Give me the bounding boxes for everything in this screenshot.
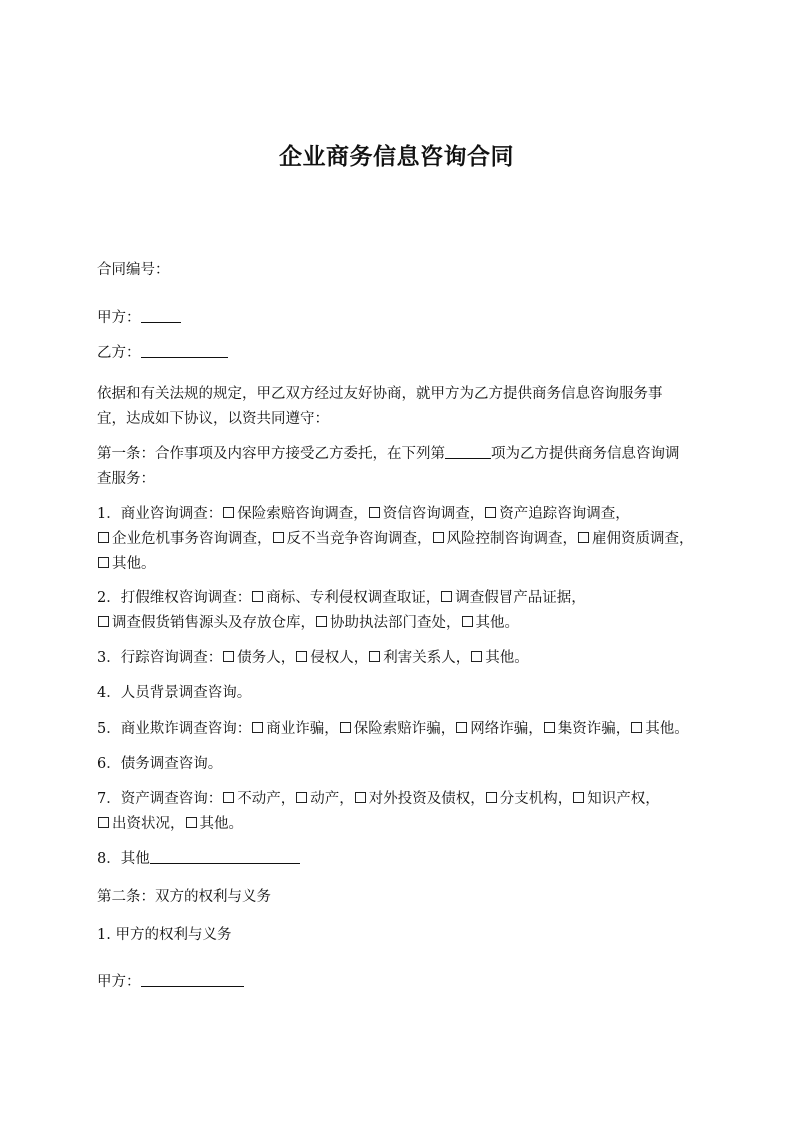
party-a-blank xyxy=(141,308,181,323)
party-b-blank xyxy=(141,343,228,358)
document-title: 企业商务信息咨询合同 xyxy=(279,144,514,170)
option-label: 商业诈骗， xyxy=(266,721,339,737)
service-option xyxy=(543,721,631,737)
service-option xyxy=(97,531,272,547)
service-item-number: 1． xyxy=(97,506,121,522)
service-option xyxy=(295,650,368,666)
option-checkbox[interactable] xyxy=(433,532,444,543)
option-label: 雇佣资质调查， xyxy=(592,531,694,547)
option-label: 反不当竞争咨询调查， xyxy=(286,531,432,547)
service-item-number: 7． xyxy=(97,791,121,807)
option-checkbox[interactable] xyxy=(485,507,496,518)
option-label: 不动产， xyxy=(237,791,296,807)
service-option xyxy=(368,650,470,666)
party-a-signature-blank xyxy=(141,972,244,987)
option-label: 保险索赔诈骗， xyxy=(353,721,456,737)
party-b-label: 乙方： xyxy=(97,345,141,361)
service-option xyxy=(97,556,156,572)
option-label: 分支机构， xyxy=(499,791,573,807)
service-option xyxy=(432,531,578,547)
option-checkbox[interactable] xyxy=(223,651,234,662)
service-option xyxy=(222,791,295,807)
option-checkbox[interactable] xyxy=(223,507,234,518)
option-checkbox[interactable] xyxy=(340,722,351,733)
service-item xyxy=(97,752,697,777)
option-checkbox[interactable] xyxy=(296,651,307,662)
service-option xyxy=(97,816,185,832)
service-item-number: 4． xyxy=(97,685,121,701)
service-item xyxy=(97,787,697,837)
option-label: 风险控制咨询调查， xyxy=(446,531,577,547)
service-option xyxy=(222,650,295,666)
service-item-title: 打假维权咨询调查： xyxy=(120,590,252,606)
service-item-title: 商业欺诈调查咨询： xyxy=(120,721,252,737)
option-label: 其他。 xyxy=(199,816,243,832)
option-label: 利害关系人， xyxy=(383,650,471,666)
service-option xyxy=(185,816,244,832)
article-one xyxy=(97,442,689,492)
service-option xyxy=(354,791,485,807)
service-item-title: 人员背景调查咨询。 xyxy=(120,685,252,701)
option-label: 其他。 xyxy=(475,615,519,631)
option-label: 资产追踪咨询调查， xyxy=(499,506,630,522)
option-checkbox[interactable] xyxy=(98,817,109,828)
service-option xyxy=(339,721,456,737)
option-label: 其他。 xyxy=(645,721,689,737)
option-checkbox[interactable] xyxy=(98,616,109,627)
service-item-title: 债务调查咨询。 xyxy=(120,756,223,772)
option-checkbox[interactable] xyxy=(573,792,584,803)
service-item-title: 资产调查咨询： xyxy=(120,791,223,807)
service-option xyxy=(485,791,573,807)
service-option xyxy=(470,650,529,666)
service-option xyxy=(368,506,485,522)
service-item xyxy=(97,847,697,872)
service-item xyxy=(97,586,697,636)
option-checkbox[interactable] xyxy=(316,616,327,627)
option-label: 保险索赔咨询调查， xyxy=(237,506,368,522)
option-label: 资信咨询调查， xyxy=(382,506,485,522)
service-item-number: 6． xyxy=(97,756,121,772)
party-a-signature-line xyxy=(97,970,697,995)
option-label: 出资状况， xyxy=(112,816,185,832)
option-checkbox[interactable] xyxy=(462,616,473,627)
option-checkbox[interactable] xyxy=(441,591,452,602)
article-one-blank xyxy=(445,444,491,459)
option-checkbox[interactable] xyxy=(98,532,109,543)
option-label: 其他。 xyxy=(485,650,529,666)
service-option xyxy=(440,590,586,606)
party-a-label-2: 甲方： xyxy=(97,974,141,990)
option-checkbox[interactable] xyxy=(369,651,380,662)
service-option xyxy=(251,721,339,737)
option-label: 调查假货销售源头及存放仓库， xyxy=(112,615,315,631)
service-option xyxy=(315,615,461,631)
option-checkbox[interactable] xyxy=(296,792,307,803)
service-option xyxy=(461,615,520,631)
option-checkbox[interactable] xyxy=(631,722,642,733)
option-checkbox[interactable] xyxy=(355,792,366,803)
service-option xyxy=(251,590,440,606)
option-label: 动产， xyxy=(310,791,354,807)
option-label: 对外投资及债权， xyxy=(368,791,485,807)
service-option xyxy=(97,615,315,631)
party-a-line xyxy=(97,306,697,331)
service-item-number: 2． xyxy=(97,590,121,606)
option-label: 侵权人， xyxy=(310,650,369,666)
party-b-line xyxy=(97,341,697,366)
option-checkbox[interactable] xyxy=(456,722,467,733)
service-item xyxy=(97,646,697,671)
service-option xyxy=(484,506,630,522)
service-option xyxy=(630,721,689,737)
article-two-heading: 第二条：双方的权利与义务 xyxy=(97,889,271,905)
service-option xyxy=(455,721,543,737)
option-label: 集资诈骗， xyxy=(557,721,631,737)
option-label: 商标、专利侵权调查取证， xyxy=(266,590,441,606)
option-label: 网络诈骗， xyxy=(470,721,543,737)
article-one-suffix: 项为乙方提供商务信息咨询调查服务： xyxy=(97,446,680,487)
service-item-number: 8． xyxy=(97,851,121,867)
contract-number-line xyxy=(97,258,697,283)
option-label: 调查假冒产品证据， xyxy=(455,590,586,606)
intro-paragraph: 依据和有关法规的规定，甲乙双方经过友好协商，就甲方为乙方提供商务信息咨询服务事宜，达成如下协议，以资共同遵守： xyxy=(97,386,663,427)
service-item-list xyxy=(97,502,697,872)
option-checkbox[interactable] xyxy=(369,507,380,518)
option-checkbox[interactable] xyxy=(486,792,497,803)
option-checkbox[interactable] xyxy=(252,591,263,602)
service-option xyxy=(572,791,660,807)
option-checkbox[interactable] xyxy=(252,722,263,733)
service-item xyxy=(97,502,697,577)
service-item-title: 商业咨询调查： xyxy=(120,506,223,522)
option-label: 其他。 xyxy=(112,556,156,572)
other-blank xyxy=(150,849,300,864)
contract-number-label: 合同编号： xyxy=(97,262,170,278)
service-item-title: 行踪咨询调查： xyxy=(120,650,223,666)
service-item-number: 5． xyxy=(97,721,121,737)
service-option xyxy=(272,531,432,547)
option-label: 知识产权， xyxy=(587,791,660,807)
option-label: 企业危机事务咨询调查， xyxy=(112,531,272,547)
service-item xyxy=(97,681,697,706)
service-item-title: 其他 xyxy=(120,851,150,867)
option-checkbox[interactable] xyxy=(578,532,589,543)
option-checkbox[interactable] xyxy=(471,651,482,662)
article-one-prefix: 第一条：合作事项及内容甲方接受乙方委托，在下列第 xyxy=(97,446,445,462)
option-label: 债务人， xyxy=(237,650,296,666)
document-body xyxy=(97,258,697,995)
option-label: 协助执法部门查处， xyxy=(330,615,461,631)
option-checkbox[interactable] xyxy=(186,817,197,828)
option-checkbox[interactable] xyxy=(223,792,234,803)
option-checkbox[interactable] xyxy=(98,557,109,568)
service-item-number: 3． xyxy=(97,650,121,666)
party-a-label: 甲方： xyxy=(97,310,141,326)
service-item xyxy=(97,717,697,742)
option-checkbox[interactable] xyxy=(273,532,284,543)
option-checkbox[interactable] xyxy=(544,722,555,733)
service-option xyxy=(577,531,694,547)
party-a-rights-heading: 1. 甲方的权利与义务 xyxy=(97,927,232,943)
service-option xyxy=(222,506,368,522)
service-option xyxy=(295,791,354,807)
